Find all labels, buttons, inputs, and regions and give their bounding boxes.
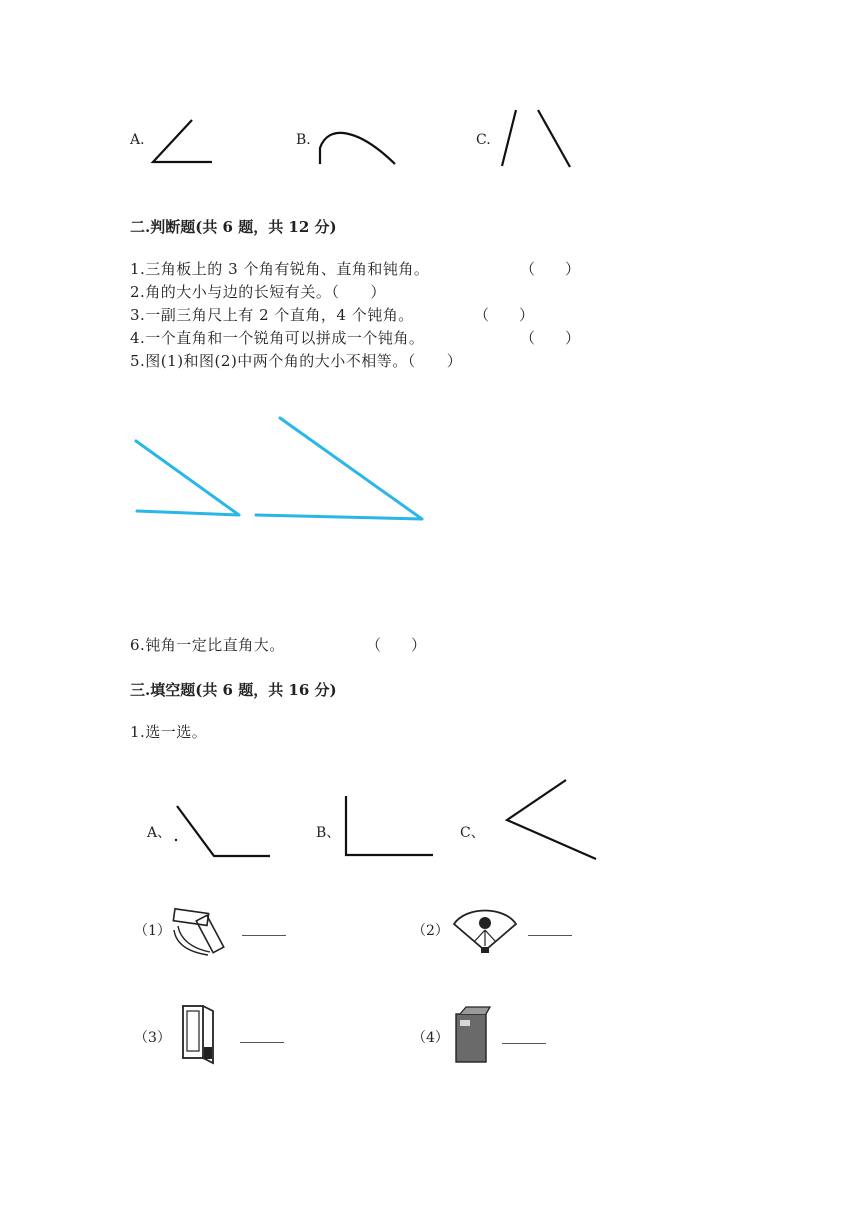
figure-4-label: （4） (412, 1030, 449, 1046)
option-b-label: B. (296, 132, 311, 148)
judge-item-4-answer-paren[interactable]: （ ） (520, 329, 581, 347)
book-icon (452, 1004, 492, 1064)
figure-3-answer-blank[interactable] (240, 1042, 284, 1043)
fill-question-1: 1.选一选。 (130, 723, 208, 741)
figure-1-answer-blank[interactable] (242, 935, 286, 936)
judge-item-2-text: 2.角的大小与边的长短有关。（ ） (130, 283, 386, 301)
choice-b-label: B、 (316, 825, 341, 841)
option-c-lines-figure (500, 108, 574, 170)
option-a-angle-figure (150, 118, 214, 166)
option-a-label: A. (130, 132, 145, 148)
figure-2-label: （2） (412, 923, 449, 939)
choice-b-right-angle-figure (343, 794, 435, 858)
judge-item-1-text: 1.三角板上的 3 个角有锐角、直角和钝角。 (130, 260, 430, 278)
section2-title: 二.判断题(共 6 题，共 12 分) (130, 218, 337, 236)
figure-1-label: （1） (134, 923, 171, 939)
figure-4-answer-blank[interactable] (502, 1043, 546, 1044)
blue-angle-figure-2 (254, 416, 426, 524)
figure-3-label: （3） (134, 1030, 171, 1046)
judge-item-4-text: 4.一个直角和一个锐角可以拼成一个钝角。 (130, 329, 425, 347)
judge-item-3-text: 3.一副三角尺上有 2 个直角，4 个钝角。 (130, 306, 414, 324)
choice-a-label: A、 (147, 825, 172, 841)
choice-a-obtuse-angle-figure (172, 804, 272, 860)
figure-2-answer-blank[interactable] (528, 935, 572, 936)
judge-item-3-answer-paren[interactable]: （ ） (474, 306, 535, 324)
judge-item-6-answer-paren[interactable]: （ ） (366, 636, 427, 654)
blue-angle-figure-1 (134, 438, 244, 520)
judge-item-5-text: 5.图(1)和图(2)中两个角的大小不相等。（ ） (130, 352, 463, 370)
judge-item-1-answer-paren[interactable]: （ ） (520, 260, 581, 278)
folding-fan-icon (450, 904, 520, 956)
choice-c-acute-angle-figure (504, 778, 600, 862)
option-b-curve-figure (318, 126, 398, 166)
folding-ruler-icon (170, 908, 232, 956)
door-icon (180, 1003, 220, 1065)
choice-c-label: C、 (460, 825, 485, 841)
section3-title: 三.填空题(共 6 题，共 16 分) (130, 681, 337, 699)
option-c-label: C. (476, 132, 491, 148)
judge-item-6-text: 6.钝角一定比直角大。 (130, 636, 285, 654)
